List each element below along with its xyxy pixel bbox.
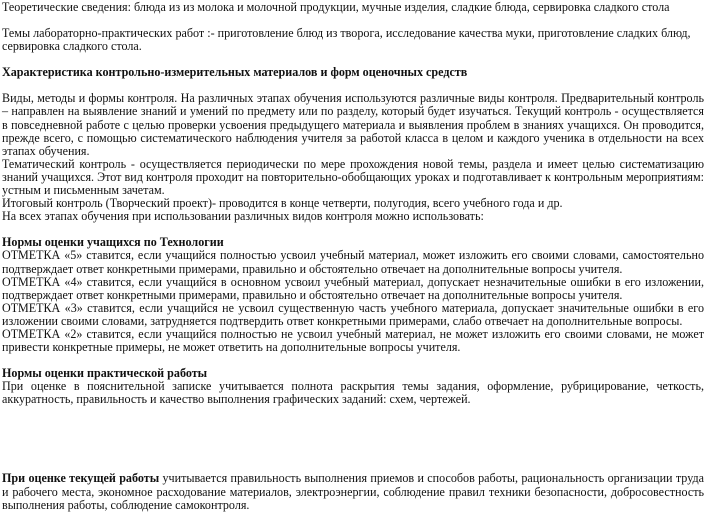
mark-4-paragraph: ОТМЕТКА «4» ставится, если учащийся в основном усвоил учебный материал, допускает незначительные ошибки в его изложении, подтверждает ответ конкретными примерами, правильно и обстоятельно отвечает на дополнительные вопросы учителя. <box>2 274 704 302</box>
current-work-lead: При оценке текущей работы <box>2 471 160 486</box>
practical-paragraph: При оценке в пояснительной записке учитывается полнота раскрытия темы задания, оформление, рубрицирование, четкость, аккуратность, правильность и качество выполнения графических заданий: схем, чертежей. <box>2 379 704 407</box>
control-paragraph-3: Итоговый контроль (Творческий проект)- проводится в конце четверти, полугодия, всего учебного года и др. <box>2 196 563 211</box>
theory-line: Теоретические сведения: блюда из из молока и молочной продукции, мучные изделия, сладкие блюда, сервировка сладкого стола <box>2 0 670 14</box>
current-work-text: учитывается правильность выполнения приемов и способов работы, рациональность организации труда и рабочего места, экономное расходование материалов, электроэнергии, соблюдение правил техники безопасности, добросовестность выполнения работы, соблюдение самоконтроля. <box>2 471 704 512</box>
control-paragraph-2: Тематический контроль - осуществляется периодически по мере прохождения новой темы, раздела и имеет целью систематизацию знаний учащихся. Этот вид контроля проходит на повторительно-обобщающих уроках и подготавливает к контрольным мероприятиям: устным и письменным зачетам. <box>2 156 704 198</box>
mark-3-paragraph: ОТМЕТКА «3» ставится, если учащийся не усвоил существенную часть учебного материала, допускает значительные ошибки в его изложении своими словами, затрудняется подтвердить ответ конкретными примерами, слабо отвечает на дополнительные вопросы. <box>2 300 704 328</box>
current-work-paragraph <box>2 472 704 511</box>
control-heading-text: Характеристика контрольно-измерительных материалов и форм оценочных средств <box>2 65 468 80</box>
mark-5-paragraph: ОТМЕТКА «5» ставится, если учащийся полностью усвоил учебный материал, может изложить его своими словами, самостоятельно подтверждает ответ конкретными примерами, правильно и обстоятельно отвечает на дополнительные вопросы учителя. <box>2 248 704 276</box>
mark-2-paragraph: ОТМЕТКА «2» ставится, если учащийся полностью не усвоил учебный материал, не может изложить его своими словами, не может привести конкретные примеры, не может ответить на дополнительные вопросы учителя. <box>2 326 704 355</box>
control-paragraph-4: На всех этапах обучения при использовании различных видов контроля можно использовать: <box>2 209 484 224</box>
lab-topics: Темы лабораторно-практических работ :- приготовление блюд из творога, исследование качества муки, приготовление сладких блюд, сервировка сладкого стола. <box>2 26 691 54</box>
control-heading <box>2 66 704 79</box>
norms-heading-text: Нормы оценки учащихся по Технологии <box>2 235 224 250</box>
control-paragraph-1: Виды, методы и формы контроля. На различных этапах обучения используются различные виды контроля. Предварительный контроль – направлен на выявление знаний и умений по предмету или по разделу, который будет изучаться. Текущий контроль - осуществляется в повседневной работе с целью проверки усвоения предыдущего материала и выявления проблем в знаниях учащихся. Он проводится, прежде всего, с помощью систематического наблюдения учителя за работой класса в целом и каждого ученика в отдельности на всех этапах обучения. <box>2 91 704 158</box>
practical-heading-text: Нормы оценки практической работы <box>2 366 208 381</box>
